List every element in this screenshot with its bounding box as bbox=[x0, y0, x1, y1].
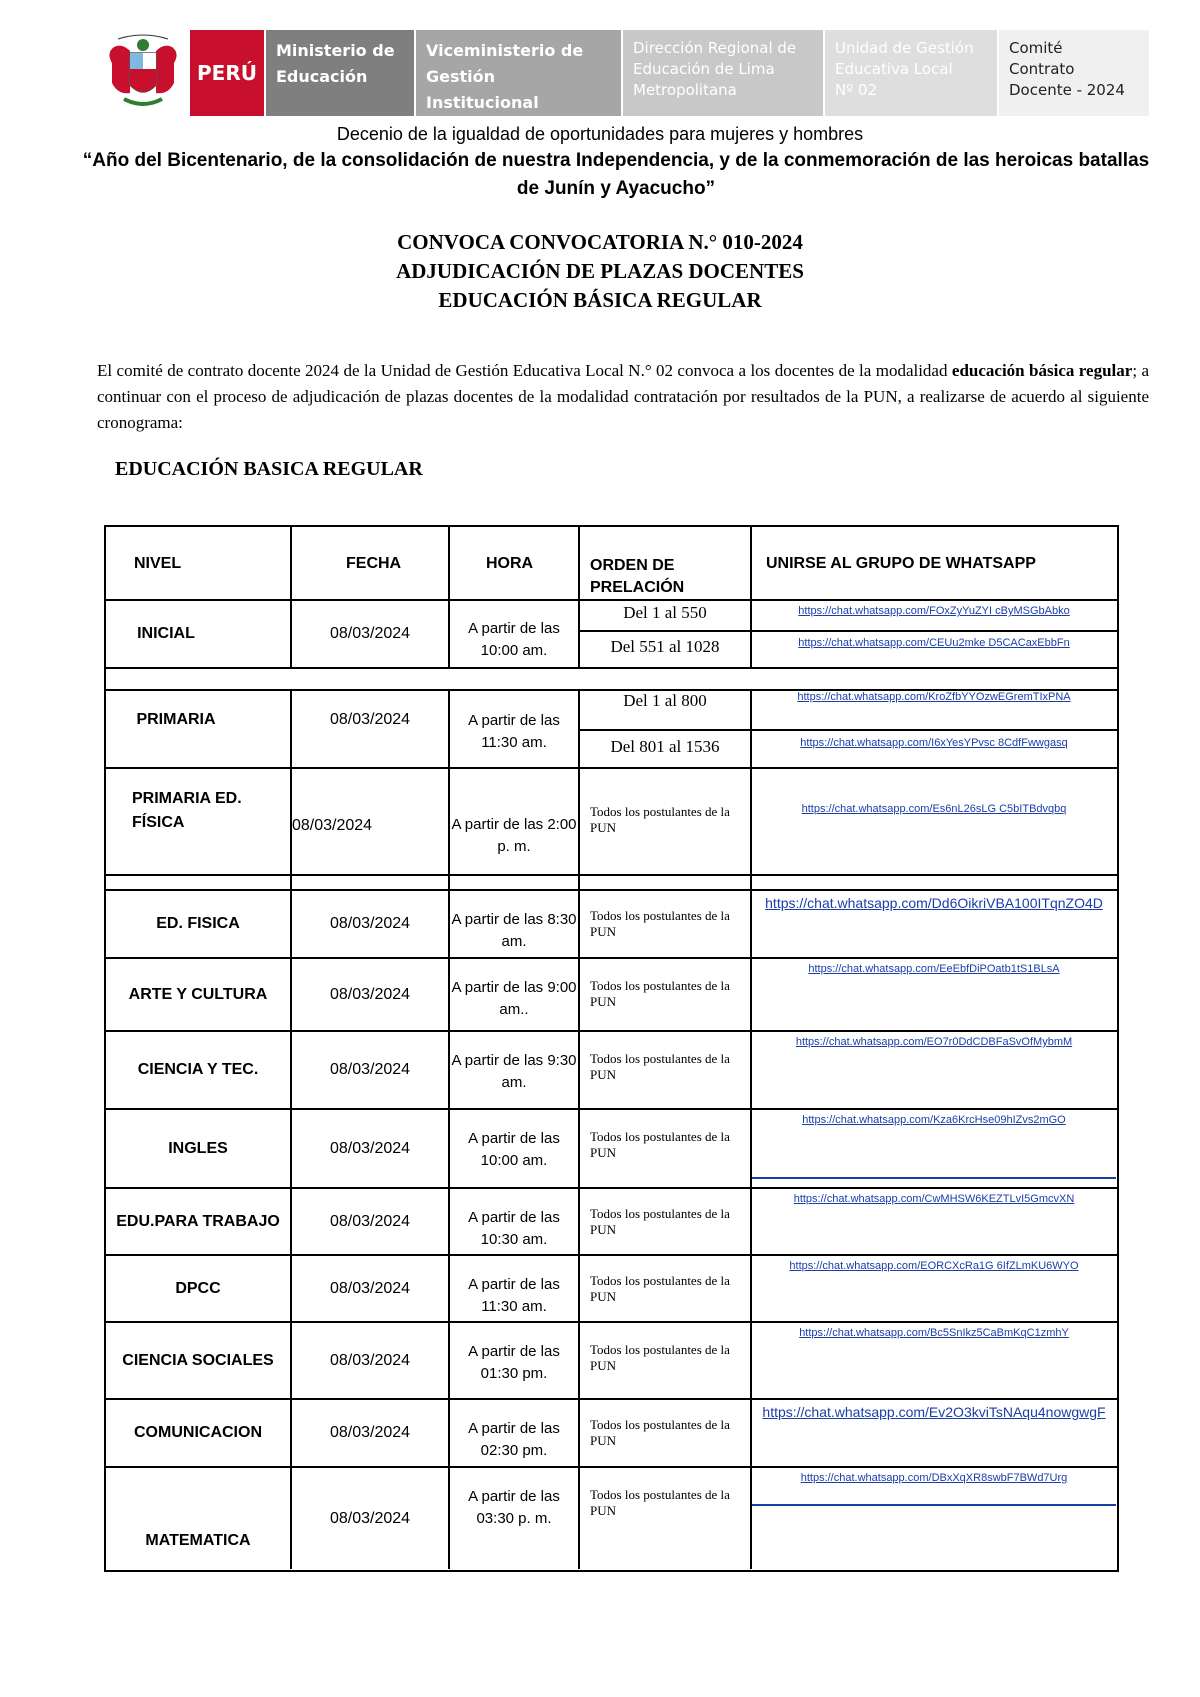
header-orden: ORDEN DE PRELACIÓN bbox=[590, 557, 685, 596]
hora-cell: A partir de las 02:30 pm. bbox=[468, 1420, 560, 1459]
unidad-box bbox=[825, 30, 997, 116]
orden-cell: Todos los postulantes de la PUN bbox=[590, 908, 730, 939]
comite-line: Docente - 2024 bbox=[1009, 81, 1125, 99]
whatsapp-link[interactable]: https://chat.whatsapp.com/EO7r0DdCDBFaSvOfMybmM bbox=[795, 1036, 1073, 1048]
ministerio-line: Educación bbox=[276, 67, 368, 86]
whatsapp-link[interactable]: https://chat.whatsapp.com/Ev2O3kviTsNAqu4nowgwgF bbox=[762, 1404, 1106, 1420]
row-divider bbox=[578, 630, 1118, 632]
fecha-cell: 08/03/2024 bbox=[329, 915, 411, 932]
fecha-cell: 08/03/2024 bbox=[329, 1509, 411, 1527]
orden-cell: Todos los postulantes de la PUN bbox=[590, 1205, 730, 1237]
title-line: EDUCACIÓN BÁSICA REGULAR bbox=[438, 288, 762, 312]
level-dpcc: DPCC bbox=[175, 1279, 221, 1297]
whatsapp-link[interactable]: https://chat.whatsapp.com/CEUu2mke D5CACaxEbbFn bbox=[798, 637, 1070, 649]
anio-text: “Año del Bicentenario, de la consolidación de nuestra Independencia, y de la conmemoración de las heroicas batallas de Junín y Ayacucho” bbox=[82, 150, 1150, 199]
orden-cell: Todos los postulantes de la PUN bbox=[590, 1487, 730, 1518]
section-title: EDUCACIÓN BASICA REGULAR bbox=[115, 458, 423, 480]
header-whatsapp: UNIRSE AL GRUPO DE WHATSAPP bbox=[766, 555, 1036, 572]
hora-cell: A partir de las 11:30 am. bbox=[468, 712, 560, 751]
whatsapp-link[interactable]: https://chat.whatsapp.com/FOxZyYuZYI cByMSGbAbko bbox=[798, 605, 1070, 617]
decenio-text: Decenio de la igualdad de oportunidades para mujeres y hombres bbox=[336, 124, 864, 144]
fecha-cell: 08/03/2024 bbox=[329, 1139, 411, 1157]
ministerio-box bbox=[266, 30, 414, 116]
orden-cell: Todos los postulantes de la PUN bbox=[590, 1417, 730, 1448]
level-primaria-ef: PRIMARIA ED. FÍSICA bbox=[132, 790, 242, 831]
spacer-row bbox=[106, 669, 1116, 689]
level-ingles: INGLES bbox=[168, 1139, 228, 1157]
orden-cell: Todos los postulantes de la PUN bbox=[590, 1129, 730, 1160]
link-underline bbox=[752, 1504, 1116, 1506]
hora-cell: A partir de las 01:30 pm. bbox=[468, 1343, 560, 1382]
viceministerio-box bbox=[416, 30, 621, 116]
whatsapp-link[interactable]: https://chat.whatsapp.com/EORCXcRa1G 6IfZLmKU6WYO bbox=[789, 1260, 1079, 1272]
row-divider bbox=[578, 729, 1118, 731]
unidad-line: Unidad de Gestión bbox=[835, 39, 974, 57]
level-arte-y-cultura: ARTE Y CULTURA bbox=[128, 985, 268, 1003]
direccion-line: Educación de Lima bbox=[633, 60, 775, 78]
unidad-line: Educativa Local bbox=[835, 60, 953, 78]
whatsapp-link[interactable]: https://chat.whatsapp.com/KroZfbYYOzwEGremTIxPNA bbox=[797, 691, 1071, 703]
level-primaria: PRIMARIA bbox=[136, 711, 216, 728]
orden-cell: Todos los postulantes de la PUN bbox=[590, 1051, 730, 1082]
comite-box bbox=[999, 30, 1149, 116]
fecha-cell: 08/03/2024 bbox=[329, 1424, 411, 1441]
viceministerio-line: Gestión Institucional bbox=[426, 67, 539, 112]
hora-cell: A partir de las 10:00 am. bbox=[468, 1130, 560, 1169]
range-cell: Del 1 al 550 bbox=[623, 603, 707, 622]
document-title bbox=[0, 228, 1200, 315]
ministerio-line: Ministerio de bbox=[276, 41, 395, 60]
unidad-line: Nº 02 bbox=[835, 81, 878, 99]
fecha-cell: 08/03/2024 bbox=[329, 625, 411, 642]
hora-cell: A partir de las 11:30 am. bbox=[468, 1276, 560, 1315]
viceministerio-line: Viceministerio de bbox=[426, 41, 584, 60]
whatsapp-link[interactable]: https://chat.whatsapp.com/DBxXqXR8swbF7BWd7Urg bbox=[800, 1472, 1068, 1484]
intro-bold: educación básica regular bbox=[951, 361, 1133, 380]
link-underline bbox=[752, 1177, 1116, 1179]
whatsapp-link[interactable]: https://chat.whatsapp.com/Bc5SnIkz5CaBmKqC1zmhY bbox=[799, 1327, 1069, 1339]
level-inicial: INICIAL bbox=[137, 625, 195, 642]
fecha-cell: 08/03/2024 bbox=[329, 1279, 411, 1297]
fecha-cell: 08/03/2024 bbox=[329, 711, 411, 728]
whatsapp-link[interactable]: https://chat.whatsapp.com/Es6nL26sLG C5bITBdvqbq bbox=[801, 803, 1067, 815]
title-line: CONVOCA CONVOCATORIA N.° 010-2024 bbox=[397, 230, 803, 254]
range-cell: Del 1 al 800 bbox=[623, 691, 707, 710]
orden-cell: Todos los postulantes de la PUN bbox=[590, 1342, 730, 1373]
direccion-line: Dirección Regional de bbox=[633, 39, 797, 57]
direccion-line: Metropolitana bbox=[633, 81, 737, 99]
hora-cell: A partir de las 2:00 p. m. bbox=[451, 816, 577, 855]
intro-text: ; a continuar con el proceso de adjudicación de plazas docentes de la modalidad contratación por resultados de la PUN, a realizarse de acuerdo al siguiente cronograma: bbox=[97, 361, 1149, 432]
hora-cell: A partir de las 8:30 am. bbox=[451, 911, 577, 950]
title-line: ADJUDICACIÓN DE PLAZAS DOCENTES bbox=[396, 259, 804, 283]
level-ciencia-y-tec-: CIENCIA Y TEC. bbox=[137, 1061, 259, 1078]
direccion-box bbox=[623, 30, 823, 116]
range-cell: Del 801 al 1536 bbox=[610, 737, 720, 756]
orden-cell: Todos los postulantes de la PUN bbox=[590, 978, 730, 1009]
row-divider bbox=[106, 874, 1117, 876]
header-hora: HORA bbox=[486, 555, 534, 572]
level-comunicacion: COMUNICACION bbox=[134, 1424, 262, 1441]
whatsapp-link[interactable]: https://chat.whatsapp.com/EeEbfDiPOatb1tS1BLsA bbox=[808, 963, 1060, 975]
peru-coat-of-arms-icon bbox=[95, 30, 190, 116]
header-nivel: NIVEL bbox=[134, 555, 182, 572]
comite-line: Contrato bbox=[1009, 60, 1075, 78]
level-ed-fisica: ED. FISICA bbox=[156, 915, 240, 932]
intro-paragraph bbox=[97, 358, 1149, 436]
row-divider bbox=[106, 599, 1117, 601]
fecha-cell: 08/03/2024 bbox=[329, 1212, 411, 1230]
hora-cell: A partir de las 9:00 am.. bbox=[451, 979, 577, 1018]
intro-text: El comité de contrato docente 2024 de la Unidad de Gestión Educativa Local N.° 02 convoca a los docentes de la modalidad bbox=[97, 361, 952, 380]
level-edu-para-trabajo: EDU.PARA TRABAJO bbox=[116, 1212, 280, 1230]
schedule-table bbox=[104, 525, 1119, 1572]
fecha-cell: 08/03/2024 bbox=[329, 985, 411, 1003]
range-cell: Del 551 al 1028 bbox=[610, 637, 720, 656]
header-fecha: FECHA bbox=[346, 555, 402, 572]
level-matematica: MATEMATICA bbox=[145, 1531, 251, 1549]
hora-cell: A partir de las 03:30 p. m. bbox=[468, 1488, 560, 1527]
whatsapp-link[interactable]: https://chat.whatsapp.com/Kza6KrcHse09hIZvs2mGO bbox=[802, 1114, 1066, 1126]
hora-cell: A partir de las 9:30 am. bbox=[451, 1052, 577, 1091]
orden-cell: Todos los postulantes de la PUN bbox=[590, 804, 730, 835]
comite-line: Comité bbox=[1009, 39, 1063, 57]
hora-cell: A partir de las 10:30 am. bbox=[468, 1209, 560, 1248]
level-ciencia-sociales: CIENCIA SOCIALES bbox=[122, 1351, 274, 1369]
fecha-cell: 08/03/2024 bbox=[329, 1061, 411, 1078]
whatsapp-link[interactable]: https://chat.whatsapp.com/Dd6OikriVBA100ITqnZO4D bbox=[765, 895, 1103, 911]
fecha-cell: 08/03/2024 bbox=[329, 1351, 411, 1369]
fecha-cell: 08/03/2024 bbox=[292, 817, 373, 834]
hora-cell: A partir de las 10:00 am. bbox=[468, 620, 560, 659]
whatsapp-link[interactable]: https://chat.whatsapp.com/CwMHSW6KEZTLvI5GmcvXN bbox=[793, 1193, 1075, 1205]
peru-label: PERÚ bbox=[190, 30, 264, 116]
orden-cell: Todos los postulantes de la PUN bbox=[590, 1272, 730, 1304]
header-banner bbox=[95, 30, 1149, 116]
whatsapp-link[interactable]: https://chat.whatsapp.com/I6xYesYPvsc 8CdfFwwgasq bbox=[800, 737, 1068, 749]
